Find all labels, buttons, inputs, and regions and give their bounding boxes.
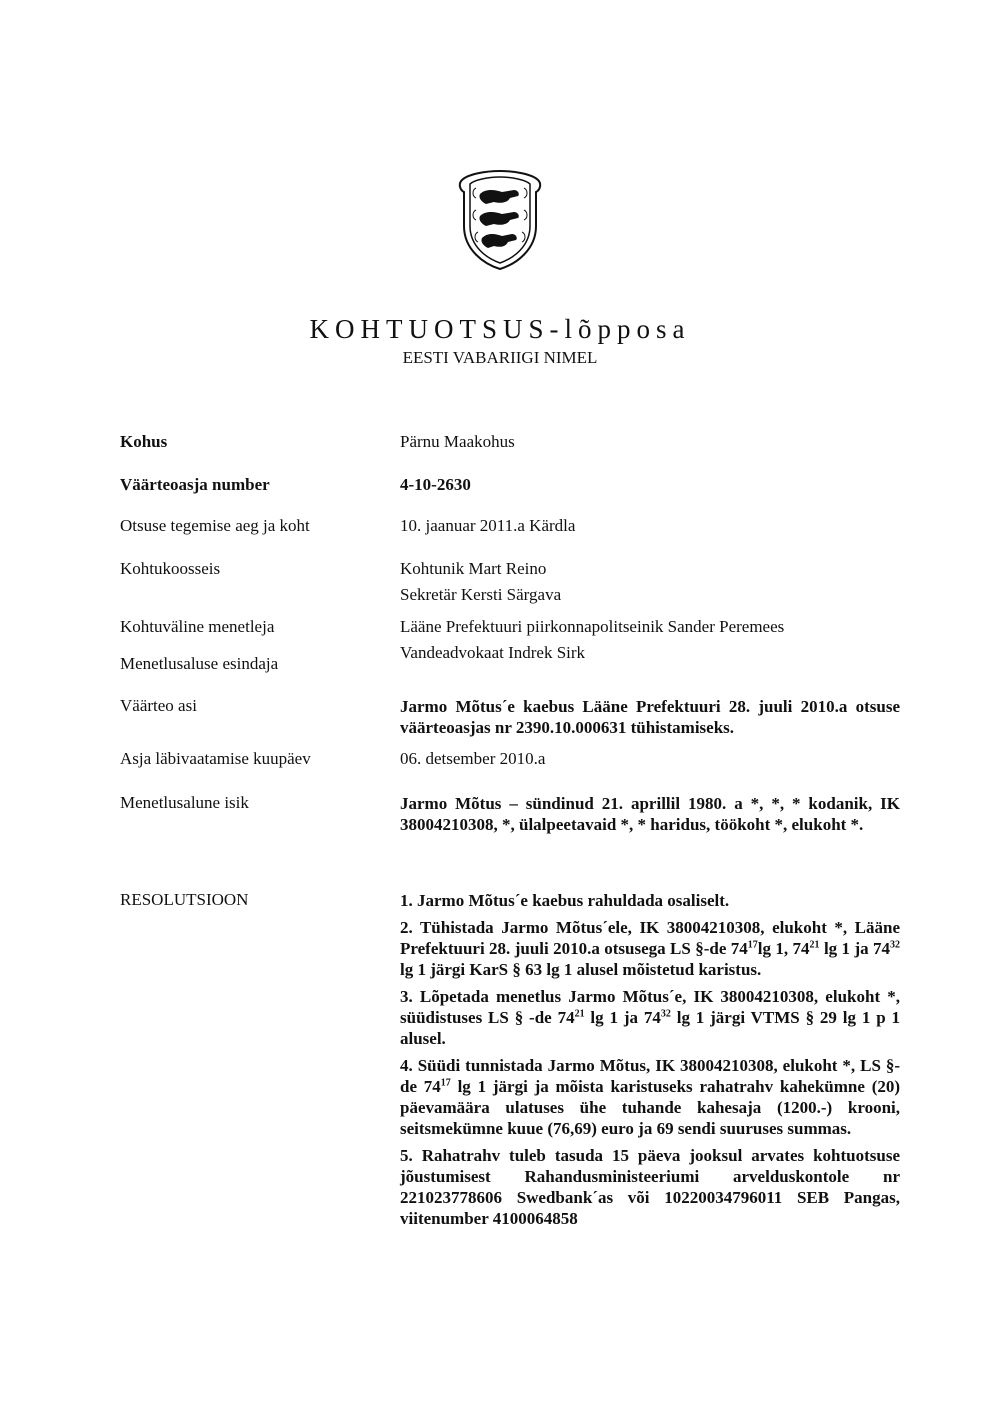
decision-time-label: Otsuse tegemise aeg ja koht (120, 516, 310, 535)
court-value: Pärnu Maakohus (400, 432, 515, 451)
resolution-item-4: 4. Süüdi tunnistada Jarmo Mõtus, IK 38004210308, elukoht *, LS §-de $74^{17}$ lg 1 järgi ja mõista karistuseks rahatrahv kahekümne (20) päevamäära ulatuses ühe tuhande kahesaja (1200.-) krooni, seitsmekümne kuue (76,69) euro ja 69 sendi suuruses summas. (400, 1056, 901, 1138)
extrajudicial-label: Kohtuväline menetleja (120, 617, 275, 636)
estonian-coat-of-arms-icon (456, 168, 544, 272)
person-label: Menetlusalune isik (120, 793, 249, 812)
composition-label: Kohtukoosseis (120, 559, 221, 578)
resolution-item-5: 5. Rahatrahv tuleb tasuda 15 päeva jooksul arvates kohtuotsuse jõustumisest Rahandusministeeriumi arvelduskontole nr 221023778606 Swedbank´as või 10220034796011 SEB Pangas, viitenumber 4100064858 (400, 1146, 900, 1228)
matter-label: Väärteo asi (120, 696, 197, 715)
decision-time-value: 10. jaanuar 2011.a Kärdla (400, 516, 576, 535)
representative-label: Menetlusaluse esindaja (120, 654, 279, 673)
composition-secretary: Sekretär Kersti Särgava (400, 585, 562, 604)
representative-value: Vandeadvokaat Indrek Sirk (400, 643, 586, 662)
resolution-item-3: 3. Lõpetada menetlus Jarmo Mõtus´e, IK 38004210308, elukoht *, süüdistuses LS § -de $74^{21}$ lg 1 ja $74^{32}$ lg 1 järgi VTMS § 29 lg 1 p 1 alusel. (400, 987, 901, 1048)
case-number-value: 4-10-2630 (400, 475, 471, 494)
resolution-item-2: 2. Tühistada Jarmo Mõtus´ele, IK 38004210308, elukoht *, Lääne Prefektuuri 28. juuli 2010.a otsusega LS §-de $74^{17}\lg$ 1, $74^{21}$ lg 1 ja $74^{32}$ lg 1 järgi KarS § 63 lg 1 alusel mõistetud karistus. (400, 918, 900, 979)
document-title: KOHTUOTSUS-lõpposa (309, 314, 691, 344)
composition-judge: Kohtunik Mart Reino (400, 559, 547, 578)
court-label: Kohus (120, 432, 168, 451)
resolution-label: RESOLUTSIOON (120, 890, 249, 909)
resolution-items (400, 890, 900, 1235)
resolution-item-1: 1. Jarmo Mõtus´e kaebus rahuldada osaliselt. (400, 891, 730, 910)
hearing-label: Asja läbivaatamise kuupäev (120, 749, 311, 768)
person-value: Jarmo Mõtus – sündinud 21. aprillil 1980. a *, *, * kodanik, IK 38004210308, *, ülalpeetavaid *, * haridus, töökoht *, elukoht *. (400, 794, 900, 834)
hearing-value: 06. detsember 2010.a (400, 749, 546, 768)
extrajudicial-value: Lääne Prefektuuri piirkonnapolitseinik Sander Peremees (400, 617, 785, 636)
case-number-label: Väärteoasja number (120, 475, 270, 494)
matter-value: Jarmo Mõtus´e kaebus Lääne Prefektuuri 28. juuli 2010.a otsuse väärteoasjas nr 2390.10.000631 tühistamiseks. (400, 697, 900, 737)
document-subtitle: EESTI VABARIIGI NIMEL (402, 348, 598, 367)
